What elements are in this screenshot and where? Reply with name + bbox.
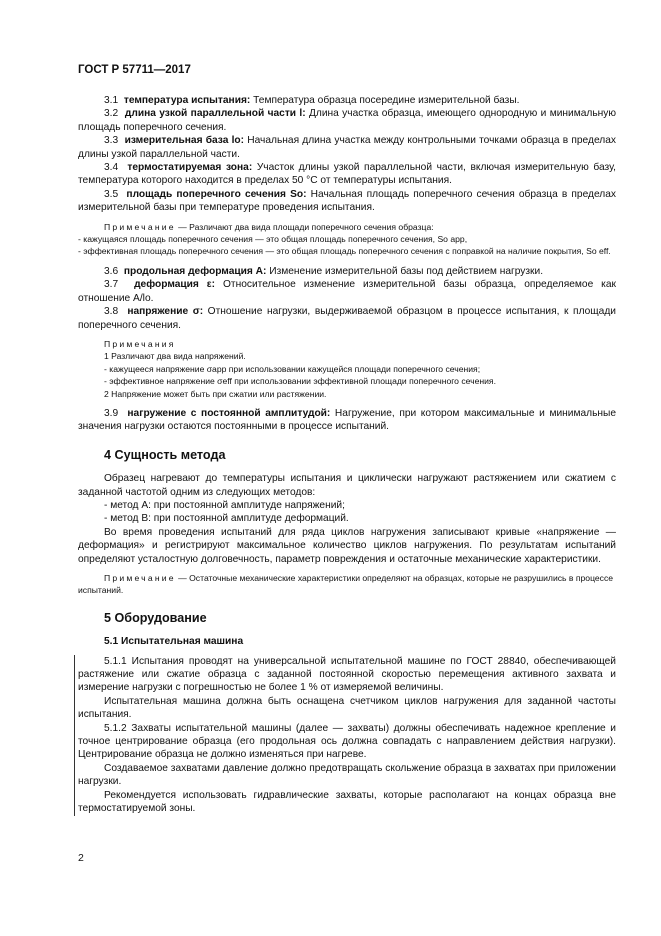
- para-grip-pressure: Создаваемое захватами давление должно предотвращать скольжение образца в захватах при приложении нагрузки.: [78, 762, 616, 788]
- item-3-6: 3.6 продольная деформация A: Изменение измерительной базы под действием нагрузки.: [104, 265, 544, 277]
- page-number: 2: [78, 852, 84, 864]
- item-3-7: 3.7 деформация ε: Относительное изменение измерительной базы образца, определяемое как отношение A/lo.: [78, 279, 616, 304]
- item-3-1: 3.1 температура испытания: Температура образца посередине измерительной базы.: [104, 95, 520, 106]
- section-4-title: 4 Сущность метода: [104, 447, 226, 462]
- para-5-1-1: 5.1.1 Испытания проводят на универсальной испытательной машине по ГОСТ 28840, обеспечивающей растяжение или сжатие образца с заданной постоянной скоростью перемещения активного захвата и измерение нагрузки с погрешностью не более 1 % от измеряемой величины.: [78, 655, 616, 694]
- method-a-item: - метод А: при постоянной амплитуде напряжений;: [104, 499, 345, 511]
- para-hydraulic-grips: Рекомендуется использовать гидравлические захваты, которые располагают на концах образца вне термостатируемой зоны.: [78, 789, 616, 815]
- note-cross-section: Примечание — Различают два вида площади поперечного сечения образца: - кажущаяся площадь поперечного сечения — это общая площадь поперечного сечения, So app, - эффективная площадь поперечного сечения — это общая площадь поперечного сечения с поправкой на наличие покрытия, So eff.: [78, 221, 611, 257]
- subsection-5-1-title: 5.1 Испытательная машина: [104, 636, 244, 648]
- item-3-5: 3.5 площадь поперечного сечения So: Начальная площадь поперечного сечения образца в пределах измерительной базы при температуре проведения испытания.: [78, 188, 616, 214]
- method-b-item: - метод В: при постоянной амплитуде деформаций.: [104, 513, 349, 525]
- revised-text-block: [78, 655, 616, 816]
- item-3-4: 3.4 термостатируемая зона: Участок длины узкой параллельной части, включая измерительную базу, температура которого находится в пределах 50 °С от температуры испытания.: [78, 162, 617, 187]
- note-stress: Примечания 1 Различают два вида напряжений. - кажущееся напряжение σapp при использовании кажущейся площади поперечного сечения; - эффективное напряжение σeff при использовании эффективной площади поперечного сечения. 2 Напряжение может быть при сжатии или растяжении.: [104, 338, 496, 399]
- para-counter: Испытательная машина должна быть оснащена счетчиком циклов нагружения для заданной частоты испытания.: [78, 695, 616, 721]
- section-4-paragraph-2: Во время проведения испытаний для ряда циклов нагружения записывают кривые «напряжение — деформация» и регистрируют максимальное количество циклов нагружения. По результатам испытаний определяют усталостную долговечность, параметр повреждения и остаточные механические характеристики.: [78, 526, 616, 565]
- para-5-1-2: 5.1.2 Захваты испытательной машины (далее — захваты) должны обеспечивать надежное крепление и точное центрирование образца (его продольная ось должна совпадать с направлением действия нагрузки). Центрирование образца не должно изменяться при нагреве.: [78, 722, 616, 761]
- section-5-title: 5 Оборудование: [104, 610, 207, 625]
- document-header: ГОСТ Р 57711—2017: [78, 64, 191, 76]
- section-4-paragraph: Образец нагревают до температуры испытания и циклически нагружают растяжением или сжатием с заданной частотой одним из следующих методов:: [78, 473, 616, 498]
- item-3-8: 3.8 напряжение σ: Отношение нагрузки, выдерживаемой образцом в процессе испытания, к площади поперечного сечения.: [78, 306, 616, 331]
- item-3-3: 3.3 измерительная база lo: Начальная длина участка между контрольными точками образца в пределах длины узкой параллельной части.: [78, 135, 616, 160]
- item-3-9: 3.9 нагружение с постоянной амплитудой: Нагружение, при котором максимальные и минимальные значения нагрузки остаются постоянными в процессе испытаний.: [78, 407, 616, 433]
- document-body: [78, 94, 616, 816]
- note-residual: Примечание — Остаточные механические характеристики определяют на образцах, которые не разрушились в процессе испытаний.: [78, 573, 614, 596]
- item-3-2: 3.2 длина узкой параллельной части l: Длина участка образца, имеющего однородную и минимальную площадь поперечного сечения.: [78, 108, 617, 133]
